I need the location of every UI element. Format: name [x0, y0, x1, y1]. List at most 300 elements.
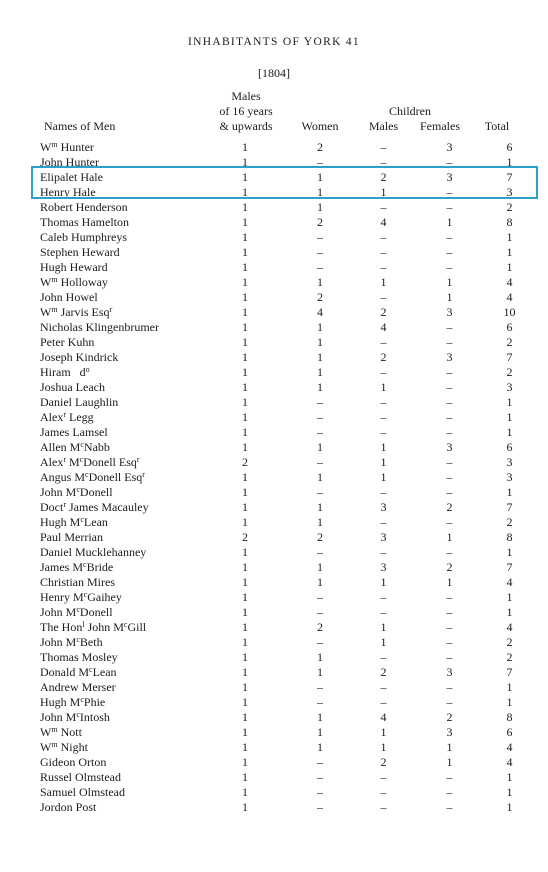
cell-males16: 1: [242, 740, 248, 754]
cell-males16: 1: [242, 575, 248, 589]
cell-total: 4: [506, 620, 513, 634]
cell-total: 1: [506, 605, 513, 619]
header-total: Total: [484, 119, 510, 133]
cell-total: 4: [506, 740, 513, 754]
cell-cfemales: 1: [446, 215, 453, 229]
cell-total: 2: [506, 635, 513, 649]
cell-cfemales: 3: [446, 725, 453, 739]
cell-total: 3: [506, 470, 513, 484]
cell-name: Christian Mires: [40, 575, 115, 589]
cell-women: 1: [317, 515, 323, 529]
table-row: [40, 740, 537, 755]
table-row: [40, 515, 537, 530]
cell-women: 1: [317, 275, 323, 289]
cell-name: Joshua Leach: [40, 380, 105, 394]
cell-name: Thomas Hamelton: [40, 215, 129, 229]
cell-males16: 1: [242, 785, 248, 799]
cell-males16: 1: [242, 545, 248, 559]
cell-males16: 1: [242, 500, 248, 514]
cell-cmales: –: [380, 230, 387, 244]
cell-cmales: –: [380, 410, 387, 424]
cell-total: 4: [506, 275, 513, 289]
cell-males16: 1: [242, 170, 248, 184]
cell-cmales: –: [380, 200, 387, 214]
cell-name: John Howel: [40, 290, 98, 304]
cell-cfemales: 3: [446, 140, 453, 154]
header-males-line3: & upwards: [219, 119, 273, 133]
cell-males16: 1: [242, 290, 248, 304]
cell-cmales: 3: [380, 530, 387, 544]
cell-total: 7: [506, 665, 513, 679]
cell-cmales: –: [380, 545, 387, 559]
table-row: [40, 695, 537, 710]
cell-cmales: 1: [380, 455, 387, 469]
cell-women: 1: [317, 440, 323, 454]
header-males-line1: Males: [231, 89, 261, 103]
cell-cmales: –: [380, 155, 387, 169]
table-row: [40, 665, 537, 680]
cell-women: 1: [317, 470, 323, 484]
cell-name: Paul Merrian: [40, 530, 103, 544]
cell-cmales: 4: [380, 320, 387, 334]
cell-cmales: 3: [380, 560, 387, 574]
cell-males16: 1: [242, 200, 248, 214]
cell-males16: 1: [242, 590, 248, 604]
cell-name: John $M^cDonell$: [40, 605, 113, 619]
cell-cfemales: –: [446, 470, 453, 484]
table-row: [40, 785, 537, 800]
cell-cfemales: –: [446, 545, 453, 559]
table-row: [40, 545, 537, 560]
cell-cmales: –: [380, 680, 387, 694]
cell-cmales: 2: [380, 170, 387, 184]
table-row: [40, 230, 537, 245]
cell-total: 1: [506, 785, 513, 799]
cell-total: 1: [506, 695, 513, 709]
cell-cmales: 4: [380, 215, 387, 229]
cell-women: 1: [317, 650, 323, 664]
cell-males16: 1: [242, 485, 248, 499]
cell-cfemales: –: [446, 605, 453, 619]
table-row: [40, 620, 537, 635]
header-children-males: Males: [368, 119, 399, 133]
cell-total: 1: [506, 545, 513, 559]
cell-cfemales: –: [446, 155, 453, 169]
cell-cmales: 2: [380, 350, 387, 364]
cell-males16: 1: [242, 305, 248, 319]
cell-name: Samuel Olmstead: [40, 785, 125, 799]
cell-cmales: 1: [380, 470, 387, 484]
table-row: [40, 500, 537, 515]
cell-name: Hugh $M^cPhie$: [40, 695, 106, 709]
cell-males16: 1: [242, 260, 248, 274]
cell-name: Jordon Post: [40, 800, 97, 814]
cell-cfemales: 3: [446, 350, 453, 364]
cell-total: 1: [506, 770, 513, 784]
cell-name: Peter Kuhn: [40, 335, 95, 349]
cell-males16: 1: [242, 395, 248, 409]
header-women: Women: [301, 119, 339, 133]
table-row: [40, 305, 537, 320]
cell-total: 6: [506, 440, 513, 454]
cell-males16: 1: [242, 185, 248, 199]
cell-cmales: 1: [380, 725, 387, 739]
cell-cfemales: –: [446, 380, 453, 394]
cell-name: Angus $M^cDonell$ Esq$^r$: [40, 470, 145, 484]
table-row: [40, 755, 537, 770]
cell-cmales: –: [380, 425, 387, 439]
cell-women: –: [317, 635, 323, 649]
cell-cmales: 3: [380, 500, 387, 514]
cell-women: –: [317, 410, 323, 424]
cell-name: Andrew Merser: [40, 680, 116, 694]
cell-cfemales: –: [446, 770, 453, 784]
table-row: [40, 770, 537, 785]
cell-name: Allen $M^cNabb$: [40, 440, 110, 454]
cell-cfemales: –: [446, 800, 453, 814]
table-row: [40, 350, 537, 365]
table-row: [40, 470, 537, 485]
cell-total: 8: [506, 530, 513, 544]
cell-total: 1: [506, 680, 513, 694]
cell-total: 2: [506, 335, 513, 349]
cell-name: Henry $M^cGaihey$: [40, 590, 122, 604]
cell-males16: 1: [242, 770, 248, 784]
cell-name: $W^m$ Hunter: [40, 140, 94, 154]
table-row: [40, 335, 537, 350]
cell-total: 2: [506, 200, 513, 214]
cell-cmales: –: [380, 800, 387, 814]
cell-cmales: –: [380, 365, 387, 379]
cell-women: –: [317, 605, 323, 619]
cell-cfemales: 3: [446, 440, 453, 454]
cell-cfemales: –: [446, 635, 453, 649]
cell-total: 2: [506, 365, 513, 379]
cell-males16: 2: [242, 455, 248, 469]
census-table-body: [40, 140, 537, 815]
cell-total: 7: [506, 170, 513, 184]
cell-name: The Hon$^l$ John $M^cGill$: [40, 620, 147, 634]
cell-cfemales: –: [446, 260, 453, 274]
cell-cfemales: –: [446, 515, 453, 529]
cell-name: $W^m$ Holloway: [40, 275, 108, 289]
cell-total: 1: [506, 410, 513, 424]
cell-women: 1: [317, 320, 323, 334]
cell-males16: 1: [242, 215, 248, 229]
cell-women: –: [317, 785, 323, 799]
cell-cfemales: –: [446, 395, 453, 409]
cell-males16: 1: [242, 515, 248, 529]
cell-name: $W^m$ Night: [40, 740, 88, 754]
cell-women: –: [317, 545, 323, 559]
cell-women: –: [317, 395, 323, 409]
cell-name: Joseph Kindrick: [40, 350, 119, 364]
cell-name: Gideon Orton: [40, 755, 107, 769]
cell-cmales: –: [380, 290, 387, 304]
cell-name: Daniel Laughlin: [40, 395, 119, 409]
cell-name: James $M^cBride$: [40, 560, 114, 574]
cell-name: Doct$^r$ James Macauley: [40, 500, 149, 514]
cell-name: Hugh Heward: [40, 260, 108, 274]
table-row: [40, 365, 537, 380]
cell-women: 2: [317, 215, 323, 229]
cell-males16: 1: [242, 470, 248, 484]
table-row: [40, 575, 537, 590]
cell-cfemales: 3: [446, 305, 453, 319]
cell-cfemales: –: [446, 695, 453, 709]
table-row: [40, 650, 537, 665]
cell-cfemales: –: [446, 485, 453, 499]
cell-cmales: 1: [380, 440, 387, 454]
cell-cfemales: 1: [446, 740, 453, 754]
cell-name: Nicholas Klingenbrumer: [40, 320, 159, 334]
table-row: [40, 725, 537, 740]
table-row: [40, 410, 537, 425]
cell-women: 1: [317, 740, 323, 754]
cell-males16: 1: [242, 410, 248, 424]
cell-cmales: –: [380, 770, 387, 784]
cell-name: $W^m$ Jarvis Esq$^r$: [40, 305, 113, 319]
cell-total: 2: [506, 515, 513, 529]
header-males-line2: of 16 years: [219, 104, 273, 118]
cell-name: Daniel Mucklehanney: [40, 545, 147, 559]
cell-males16: 1: [242, 425, 248, 439]
header-children-females: Females: [420, 119, 460, 133]
header-names: Names of Men: [44, 119, 116, 133]
table-row: [40, 635, 537, 650]
cell-cmales: –: [380, 245, 387, 259]
cell-cmales: –: [380, 485, 387, 499]
cell-total: 1: [506, 425, 513, 439]
cell-cfemales: –: [446, 620, 453, 634]
table-row: [40, 455, 537, 470]
cell-cfemales: 2: [446, 500, 453, 514]
cell-total: 1: [506, 230, 513, 244]
cell-name: $W^m$ Nott: [40, 725, 82, 739]
table-row: [40, 215, 537, 230]
cell-total: 7: [506, 560, 513, 574]
cell-women: 1: [317, 560, 323, 574]
cell-males16: 1: [242, 440, 248, 454]
cell-cmales: –: [380, 785, 387, 799]
cell-males16: 1: [242, 320, 248, 334]
cell-cmales: –: [380, 395, 387, 409]
cell-males16: 2: [242, 530, 248, 544]
cell-males16: 1: [242, 665, 248, 679]
cell-women: 1: [317, 710, 323, 724]
cell-women: –: [317, 260, 323, 274]
cell-males16: 1: [242, 680, 248, 694]
cell-total: 7: [506, 500, 513, 514]
cell-women: –: [317, 425, 323, 439]
cell-males16: 1: [242, 140, 248, 154]
cell-cfemales: –: [446, 680, 453, 694]
table-row: [40, 485, 537, 500]
cell-name: Robert Henderson: [40, 200, 128, 214]
table-row: [40, 395, 537, 410]
cell-women: 1: [317, 200, 323, 214]
cell-cfemales: –: [446, 335, 453, 349]
cell-cfemales: 1: [446, 530, 453, 544]
cell-women: 1: [317, 170, 323, 184]
header-children: Children: [389, 104, 431, 118]
cell-total: 6: [506, 320, 513, 334]
table-row: [40, 440, 537, 455]
cell-women: 2: [317, 140, 323, 154]
cell-cmales: 2: [380, 305, 387, 319]
cell-women: –: [317, 680, 323, 694]
cell-name: Russel Olmstead: [40, 770, 121, 784]
cell-women: 2: [317, 620, 323, 634]
cell-males16: 1: [242, 380, 248, 394]
cell-males16: 1: [242, 560, 248, 574]
cell-cfemales: 1: [446, 290, 453, 304]
cell-cmales: –: [380, 260, 387, 274]
cell-males16: 1: [242, 155, 248, 169]
table-row: [40, 605, 537, 620]
cell-males16: 1: [242, 620, 248, 634]
cell-cfemales: –: [446, 365, 453, 379]
cell-women: –: [317, 590, 323, 604]
cell-total: 3: [506, 455, 513, 469]
cell-males16: 1: [242, 230, 248, 244]
cell-name: Alex$^r$ Legg: [40, 410, 94, 424]
cell-total: 6: [506, 725, 513, 739]
table-row: [40, 560, 537, 575]
cell-cmales: 1: [380, 185, 387, 199]
cell-total: 1: [506, 800, 513, 814]
cell-cfemales: –: [446, 320, 453, 334]
cell-cfemales: –: [446, 410, 453, 424]
cell-name: Henry Hale: [40, 185, 96, 199]
cell-males16: 1: [242, 350, 248, 364]
cell-cfemales: 1: [446, 275, 453, 289]
cell-cfemales: 3: [446, 170, 453, 184]
cell-women: –: [317, 230, 323, 244]
table-row: [40, 800, 537, 815]
cell-total: 7: [506, 350, 513, 364]
cell-women: 2: [317, 530, 323, 544]
cell-total: 1: [506, 260, 513, 274]
cell-males16: 1: [242, 605, 248, 619]
cell-women: 1: [317, 365, 323, 379]
cell-women: –: [317, 755, 323, 769]
cell-women: 1: [317, 500, 323, 514]
highlight-box: [31, 166, 538, 199]
cell-cmales: –: [380, 650, 387, 664]
cell-males16: 1: [242, 710, 248, 724]
cell-total: 2: [506, 650, 513, 664]
cell-name: Stephen Heward: [40, 245, 120, 259]
cell-cmales: 1: [380, 620, 387, 634]
cell-name: John $M^cIntosh$: [40, 710, 110, 724]
cell-cfemales: 1: [446, 575, 453, 589]
cell-cmales: 1: [380, 635, 387, 649]
cell-name: Hugh $M^cLean$: [40, 515, 108, 529]
cell-males16: 1: [242, 245, 248, 259]
cell-name: James Lamsel: [40, 425, 108, 439]
cell-women: –: [317, 155, 323, 169]
cell-total: 4: [506, 575, 513, 589]
cell-cfemales: –: [446, 650, 453, 664]
cell-males16: 1: [242, 755, 248, 769]
table-row: [40, 320, 537, 335]
cell-total: 4: [506, 290, 513, 304]
cell-males16: 1: [242, 695, 248, 709]
cell-cmales: –: [380, 590, 387, 604]
cell-name: John $M^cDonell$: [40, 485, 113, 499]
cell-women: 1: [317, 350, 323, 364]
cell-males16: 1: [242, 650, 248, 664]
cell-name: John Hunter: [40, 155, 99, 169]
cell-cfemales: –: [446, 425, 453, 439]
cell-cmales: 1: [380, 575, 387, 589]
cell-women: 1: [317, 185, 323, 199]
table-row: [40, 290, 537, 305]
cell-cmales: 1: [380, 275, 387, 289]
cell-women: –: [317, 695, 323, 709]
cell-name: Elipalet Hale: [40, 170, 103, 184]
table-row: [40, 245, 537, 260]
cell-total: 1: [506, 155, 513, 169]
cell-total: 4: [506, 755, 513, 769]
cell-cfemales: 1: [446, 755, 453, 769]
cell-total: 1: [506, 395, 513, 409]
table-row: [40, 380, 537, 395]
cell-cfemales: –: [446, 200, 453, 214]
cell-women: –: [317, 485, 323, 499]
cell-cfemales: –: [446, 230, 453, 244]
cell-women: 2: [317, 290, 323, 304]
cell-males16: 1: [242, 635, 248, 649]
cell-women: –: [317, 800, 323, 814]
table-row: [40, 200, 537, 215]
table-row: [40, 530, 537, 545]
cell-women: 1: [317, 665, 323, 679]
census-year: [1804]: [258, 66, 290, 80]
cell-name: Donald $M^cLean$: [40, 665, 117, 679]
cell-cmales: 1: [380, 380, 387, 394]
cell-name: John $M^cBeth$: [40, 635, 103, 649]
cell-cmales: –: [380, 605, 387, 619]
cell-cmales: 1: [380, 740, 387, 754]
cell-cmales: –: [380, 695, 387, 709]
cell-women: –: [317, 770, 323, 784]
cell-males16: 1: [242, 335, 248, 349]
cell-total: 1: [506, 590, 513, 604]
cell-name: Alex$^r$ $M^cDonell$ Esq$^r$: [40, 455, 140, 469]
cell-cfemales: –: [446, 185, 453, 199]
cell-cmales: –: [380, 140, 387, 154]
cell-total: 3: [506, 185, 513, 199]
cell-name: Thomas Mosley: [40, 650, 118, 664]
cell-cfemales: –: [446, 590, 453, 604]
table-row: [40, 260, 537, 275]
cell-women: –: [317, 455, 323, 469]
cell-cfemales: 3: [446, 665, 453, 679]
cell-total: 8: [506, 215, 513, 229]
cell-cfemales: 2: [446, 710, 453, 724]
cell-males16: 1: [242, 365, 248, 379]
cell-women: 4: [317, 305, 323, 319]
page-title: INHABITANTS OF YORK 41: [188, 36, 360, 48]
cell-total: 6: [506, 140, 513, 154]
cell-cmales: –: [380, 335, 387, 349]
cell-cfemales: –: [446, 245, 453, 259]
cell-males16: 1: [242, 275, 248, 289]
cell-cmales: 2: [380, 665, 387, 679]
cell-total: 3: [506, 380, 513, 394]
